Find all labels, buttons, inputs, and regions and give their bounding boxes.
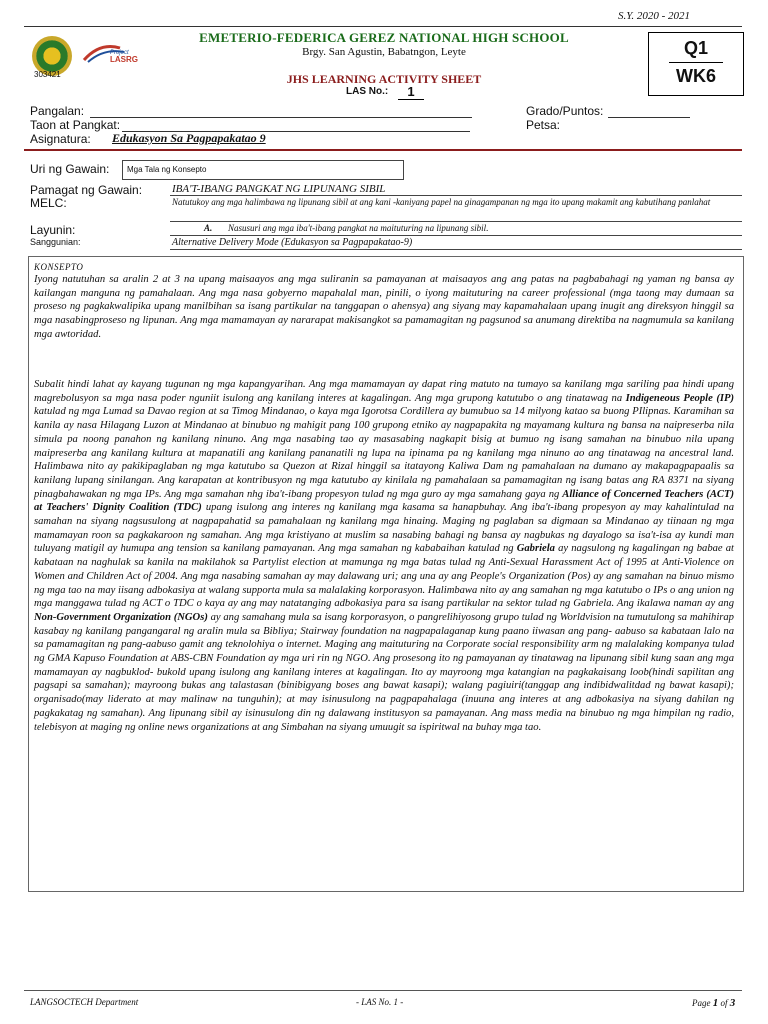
footer-divider: [24, 990, 742, 991]
uri-label: Uri ng Gawain:: [30, 162, 110, 176]
taon-pangkat-field[interactable]: [122, 118, 470, 132]
melc-underline: [170, 221, 742, 222]
paragraph-1: Iyong natutuhan sa aralin 2 at 3 na upang maisaayos ang mga suliranin sa pamayanan at maisaayos ang ang patas na pagbabahagi ng yaman ng bansa ay kailangan manguna ng pamahalaan. Ang mga nasa gobyerno mapahalal man, pinili, o iyong maituturing na career professional (mga taong may dumaan sa proseso ng pagkakwalipika upang manilbihan sa isang partikular na tanggapan o ahensya) ang siyang may kapamahalaan upang inugit ang direksyon hinggil sa mga nasabingproseso ng lipunan. Ang mga mamamayan ay nararapat makisangkot sa pamamagitan ng pagsunod sa anumang direktiba na nagmumula sa kanilang mga awtoridad.: [34, 274, 734, 340]
ip-term: Indigeneous People (IP): [625, 392, 734, 404]
las-number: 1: [398, 84, 424, 100]
quarter-week-box: [648, 32, 744, 96]
pamagat-underline: [170, 195, 742, 196]
melc-value: Natutukoy ang mga halimbawa ng lipunang sibil at ang kani -kaniyang papel na ginagampanan ng mga ito upang makamit ang kabutihang panlahat: [172, 197, 711, 207]
svg-text:Project: Project: [110, 50, 129, 56]
form-divider: [24, 149, 742, 151]
ngo-term: Non-Government Organization (NGOs): [34, 611, 208, 623]
footer-page-number: Page 1 of 3: [692, 997, 736, 1009]
pamagat-value: IBA'T-IBANG PANGKAT NG LIPUNANG SIBIL: [172, 183, 386, 195]
gabriela-term: Gabriela: [516, 543, 555, 555]
uri-ng-gawain-box: Mga Tala ng Konsepto: [122, 160, 404, 180]
footer-department: LANGSOCTECH Department: [30, 997, 139, 1007]
layunin-marker: A.: [204, 223, 213, 233]
sanggunian-value: Alternative Delivery Mode (Edukasyon sa Pagpapakatao-9): [172, 237, 413, 248]
konsepto-heading: KONSEPTO: [34, 262, 84, 272]
week-label: WK6: [676, 66, 716, 86]
school-code: 303421: [34, 70, 61, 79]
header-divider: [24, 26, 742, 27]
paragraph-2: Subalit hindi lahat ay kayang tugunan ng mga kapangyarihan. Ang mga mamamayan ay dapat ring matuto na tumayo sa kanilang mga sariling paa hindi upang magrebolusyon sa mga nasa poder nguniit isulong ang kanilang interes at kagalingan. Ang mga grupong katutubo o ang tinatawag na Indigeneous People (IP) katulad ng mga Lumad sa Davao region at sa Timog Mindanao, o kaya mga Igorotsa Cordillera ay bumubuo sa 14 milyong katao sa buong PIlipnas. Karamihan sa kanila ay nasa Hilagang Luzon at Mindanao at binubuo ng mahigit pang 100 grupong etniko ay nagpapakita ng mayamang kultura ng bansa na naipreserba nila simula pa noong panahon ng kanilang ninuno. Ang mga nasabing tao ay masasabing nagkapit bisig at bumuo ng isang samahan na binubuo nila upang maipreserba ang kanilang kultura at mapanatili ang kanilang pananatili ng lupa na ipinama pa ng kanilang mga ninuno ao ang tinatawag na ancestral land. Halimbawa nito ay pakikipaglaban ng mga katutubo sa Quezon at Rizal hinggil sa itatayong Kaliwa Dam ng pamahalaan na dumano ay makapagpapaalis sa kanilang lupang sinilangan. Ang karapatan at kontribusyon ng mga katutubo ay kinilala ng pamahalaan sa pamamagitan ng isang batas ang RA 8371 na siyang pinagbahawakan ng mga IPs. Ang mga samahan nhg iba't-ibang propesyon tulad ng mga guro ay mga samahang gaya ng Alliance of Concerned Teachers (ACT) at Teachers' Dignity Coalition (TDC) upang isulong ang interes ng kanilang mga kasama sa hanapbuhay. Ang iba't-ibang propesyon ay may kahalintulad na samahan na siyang nagsusulong at nagpapahatid sa pamahalaan ng kanilang mga hinaing. Maging ng paglaban sa digmaan sa Mindanao ay tiinaan ng mga mamamayan roon sa pagkakaroon ng samahan. Ang mga kristiyano at muslim sa nasabing bahagi ng bansa ay nagbukas ng dayalogo sa isa't-isa ay kundi man tuluyang matigil ay humupa ang tension sa kanilang pamayanan. Ang mga samahan ng kababaihan katulad ng Gabriela ay nagsulong ng kagalingan ng babae at kabataan na naghulak sa kanila na makilahok sa Partylist election at mamunga ng mga batas tulad ng Anti-Sexual Harassment Act of 1995 at Anti-Violence on Women and Children Act of 2004. Ang mga nasabing samahan ay may dalawang uri; ang una ay ang People's Organization (Pos) ay ang samahan na binuo mismo ng mga tao na may iisang adbokasiya at walang supporta mula sa malalaking korporasyon. Halimbawa nito ay ang samahan ng mga katutubo o IPs o ang union ng mga manggawa tulad ng ACT o TDC o kaya ay ang may natatanging adbokasiya para sa isang partikular na sektor tulad ng Gabriela. Ang ikalawa naman ay ang Non-Government Organization (NGOs) ay ang samahang mula sa isang korporasyon, o pangrelihiyosong grupo tulad ng Worldvision na tumutulong sa mahihirap kasabay ng kanilang pangangaral ng aralin mula sa Bibliya; Stairway foundation na nagpapalaganap kung paano iiwasan ang pang- aabuso sa kabataan lalo na sa pamamagitan ng pang-aabuso gamit ang teknolohiya o internet. Maging ang maituturing na Corporate social responsibility arm ng malalaking kompanya tulad ng GMA Kapuso Foundation at ABS-CBN Foundation ay mga uri rin ng NGO. Ang prosesong ito ng pamayanan ay tinatawag na lipunang sibil kung saan ang mga mamamayan ay nagbuklod- bukold upang isulong ang kanilang interes at kagalingan. Ito ay mayroong mga katangian na pagkakaisang loob(hindi sapilitan ang pagsapi sa samahan); mayroong bukas ang talastasan (binibigyang boses ang bawat kasapi); walang pagiuiri(tanggap ang indibidwalitdad ng bawat kasapi); organisado(may liderato at may malinaw na tunguhin); at may isinusulong na pagpapahalaga (inuuna ang interes at ang adbokasiya na siyang dahilan ng pagkakatag ng samahan). Ang lipunang sibil ay isinusulong din ng dalawang institusyon sa pamayanan. Ang mass media na binubuo ng mga himpilan ng radio, telebisyon at maging ng online news organizations at ang Simbahan na siyang umuugit sa ispiritwal na buhay mga tao.: [34, 379, 734, 733]
asignatura-value: Edukasyon Sa Pagpapakatao 9: [112, 131, 266, 145]
taon-pangkat-label: Taon at Pangkat:: [30, 118, 121, 132]
petsa-label: Petsa:: [526, 118, 561, 132]
sanggunian-label: Sanggunian:: [30, 237, 81, 247]
las-label: LAS No.:: [346, 86, 389, 97]
school-name: EMETERIO-FEDERICA GEREZ NATIONAL HIGH SCHOOL: [199, 30, 569, 45]
footer-las-number: - LAS No. 1 -: [356, 997, 404, 1007]
layunin-underline: [170, 235, 742, 236]
grado-puntos-label: Grado/Puntos:: [526, 104, 604, 118]
svg-text:LASRG: LASRG: [110, 55, 138, 64]
asignatura-label: Asignatura:: [30, 132, 91, 146]
grado-puntos-field[interactable]: [608, 104, 690, 118]
quarter-label: Q1: [683, 38, 708, 58]
act-tdc-term: Alliance of Concerned Teachers (ACT) at Teachers' Dignity Coalition (TDC): [34, 488, 734, 514]
layunin-value: Nasusuri ang mga iba't-ibang pangkat na maituturing na lipunang sibil.: [228, 223, 489, 233]
school-address: Brgy. San Agustin, Babatngon, Leyte: [302, 46, 466, 58]
pamagat-label: Pamagat ng Gawain:: [30, 183, 143, 197]
melc-label: MELC:: [30, 196, 67, 210]
layunin-label: Layunin:: [30, 223, 76, 237]
sheet-title: JHS LEARNING ACTIVITY SHEET: [286, 72, 482, 86]
school-year: S.Y. 2020 - 2021: [617, 10, 690, 22]
sanggunian-underline: [170, 249, 742, 250]
pangalan-field[interactable]: [90, 104, 472, 118]
pangalan-label: Pangalan:: [30, 104, 85, 118]
